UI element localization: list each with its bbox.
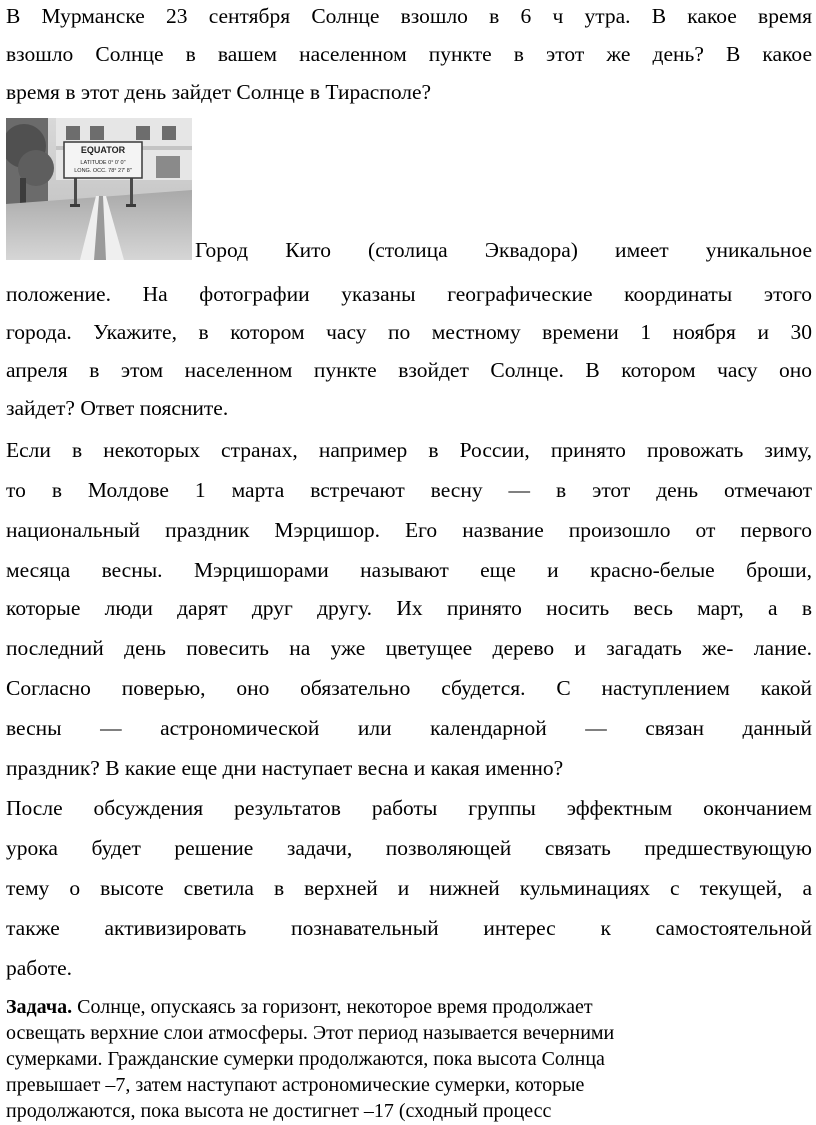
p4-line-4: также активизировать познавательный интерес к самостоятельной (6, 916, 812, 940)
sign-title: EQUATOR (80, 145, 126, 155)
task-line-5: продолжаются, пока высота не достигнет –17 (сходный процесс (6, 1100, 552, 1122)
p3-line-9: праздник? В какие еще дни наступает весна и какая именно? (6, 756, 564, 780)
p3-line-4: месяца весны. Мэрцишорами называют еще и красно-белые броши, (6, 558, 812, 582)
task-line-1 (6, 994, 812, 1020)
p1-line-1: В Мурманске 23 сентября Солнце взошло в 6 ч утра. В какое время (6, 4, 812, 28)
task-label: Задача. (6, 996, 73, 1018)
p4-line-3: тему о высоте светила в верхней и нижней кульминациях с текущей, а (6, 876, 812, 900)
p3-line-3: национальный праздник Мэрцишор. Его название произошло от первого (6, 518, 812, 542)
p4-line-2: урока будет решение задачи, позволяющей связать предшествующую (6, 836, 812, 860)
task-first-line: Солнце, опускаясь за горизонт, некоторое время продолжает (72, 996, 593, 1018)
p3-line-7: Согласно поверью, оно обязательно сбудется. С наступлением какой (6, 676, 812, 700)
p1-line-3: время в этот день зайдет Солнце в Тирасполе? (6, 80, 432, 104)
task-line-3: сумерками. Гражданские сумерки продолжаются, пока высота Солнца (6, 1048, 605, 1070)
p3-line-8: весны — астрономической или календарной — связан данный (6, 716, 812, 740)
p3-line-6: последний день повесить на уже цветущее дерево и загадать же- лание. (6, 636, 812, 660)
p2-line-1: Город Кито (столица Эквадора) имеет уникальное (195, 238, 812, 262)
equator-monument-photo (6, 118, 192, 260)
sign-latitude: LATITUDE 0° 0' 0" (80, 160, 126, 166)
p1-line-2: взошло Солнце в вашем населенном пункте в этот же день? В какое (6, 42, 812, 66)
task-line-4: превышает –7, затем наступают астрономические сумерки, которые (6, 1074, 585, 1096)
p2-line-5: зайдет? Ответ поясните. (6, 396, 229, 420)
p3-line-2: то в Молдове 1 марта встречают весну — в этот день отмечают (6, 478, 812, 502)
p2-line-2: положение. На фотографии указаны географические координаты этого (6, 282, 812, 306)
p3-line-1: Если в некоторых странах, например в России, принято провожать зиму, (6, 438, 812, 462)
p3-line-5: которые люди дарят друг другу. Их принято носить весь март, а в (6, 596, 812, 620)
p4-line-5: работе. (6, 956, 73, 980)
p2-line-4: апреля в этом населенном пункте взойдет Солнце. В котором часу оно (6, 358, 812, 382)
task-line-2: освещать верхние слои атмосферы. Этот период называется вечерними (6, 1022, 615, 1044)
p4-line-1: После обсуждения результатов работы группы эффектным окончанием (6, 796, 812, 820)
p2-line-3: города. Укажите, в котором часу по местному времени 1 ноября и 30 (6, 320, 812, 344)
sign-longitude: LONG. OCC. 78° 27' 8" (74, 168, 132, 174)
